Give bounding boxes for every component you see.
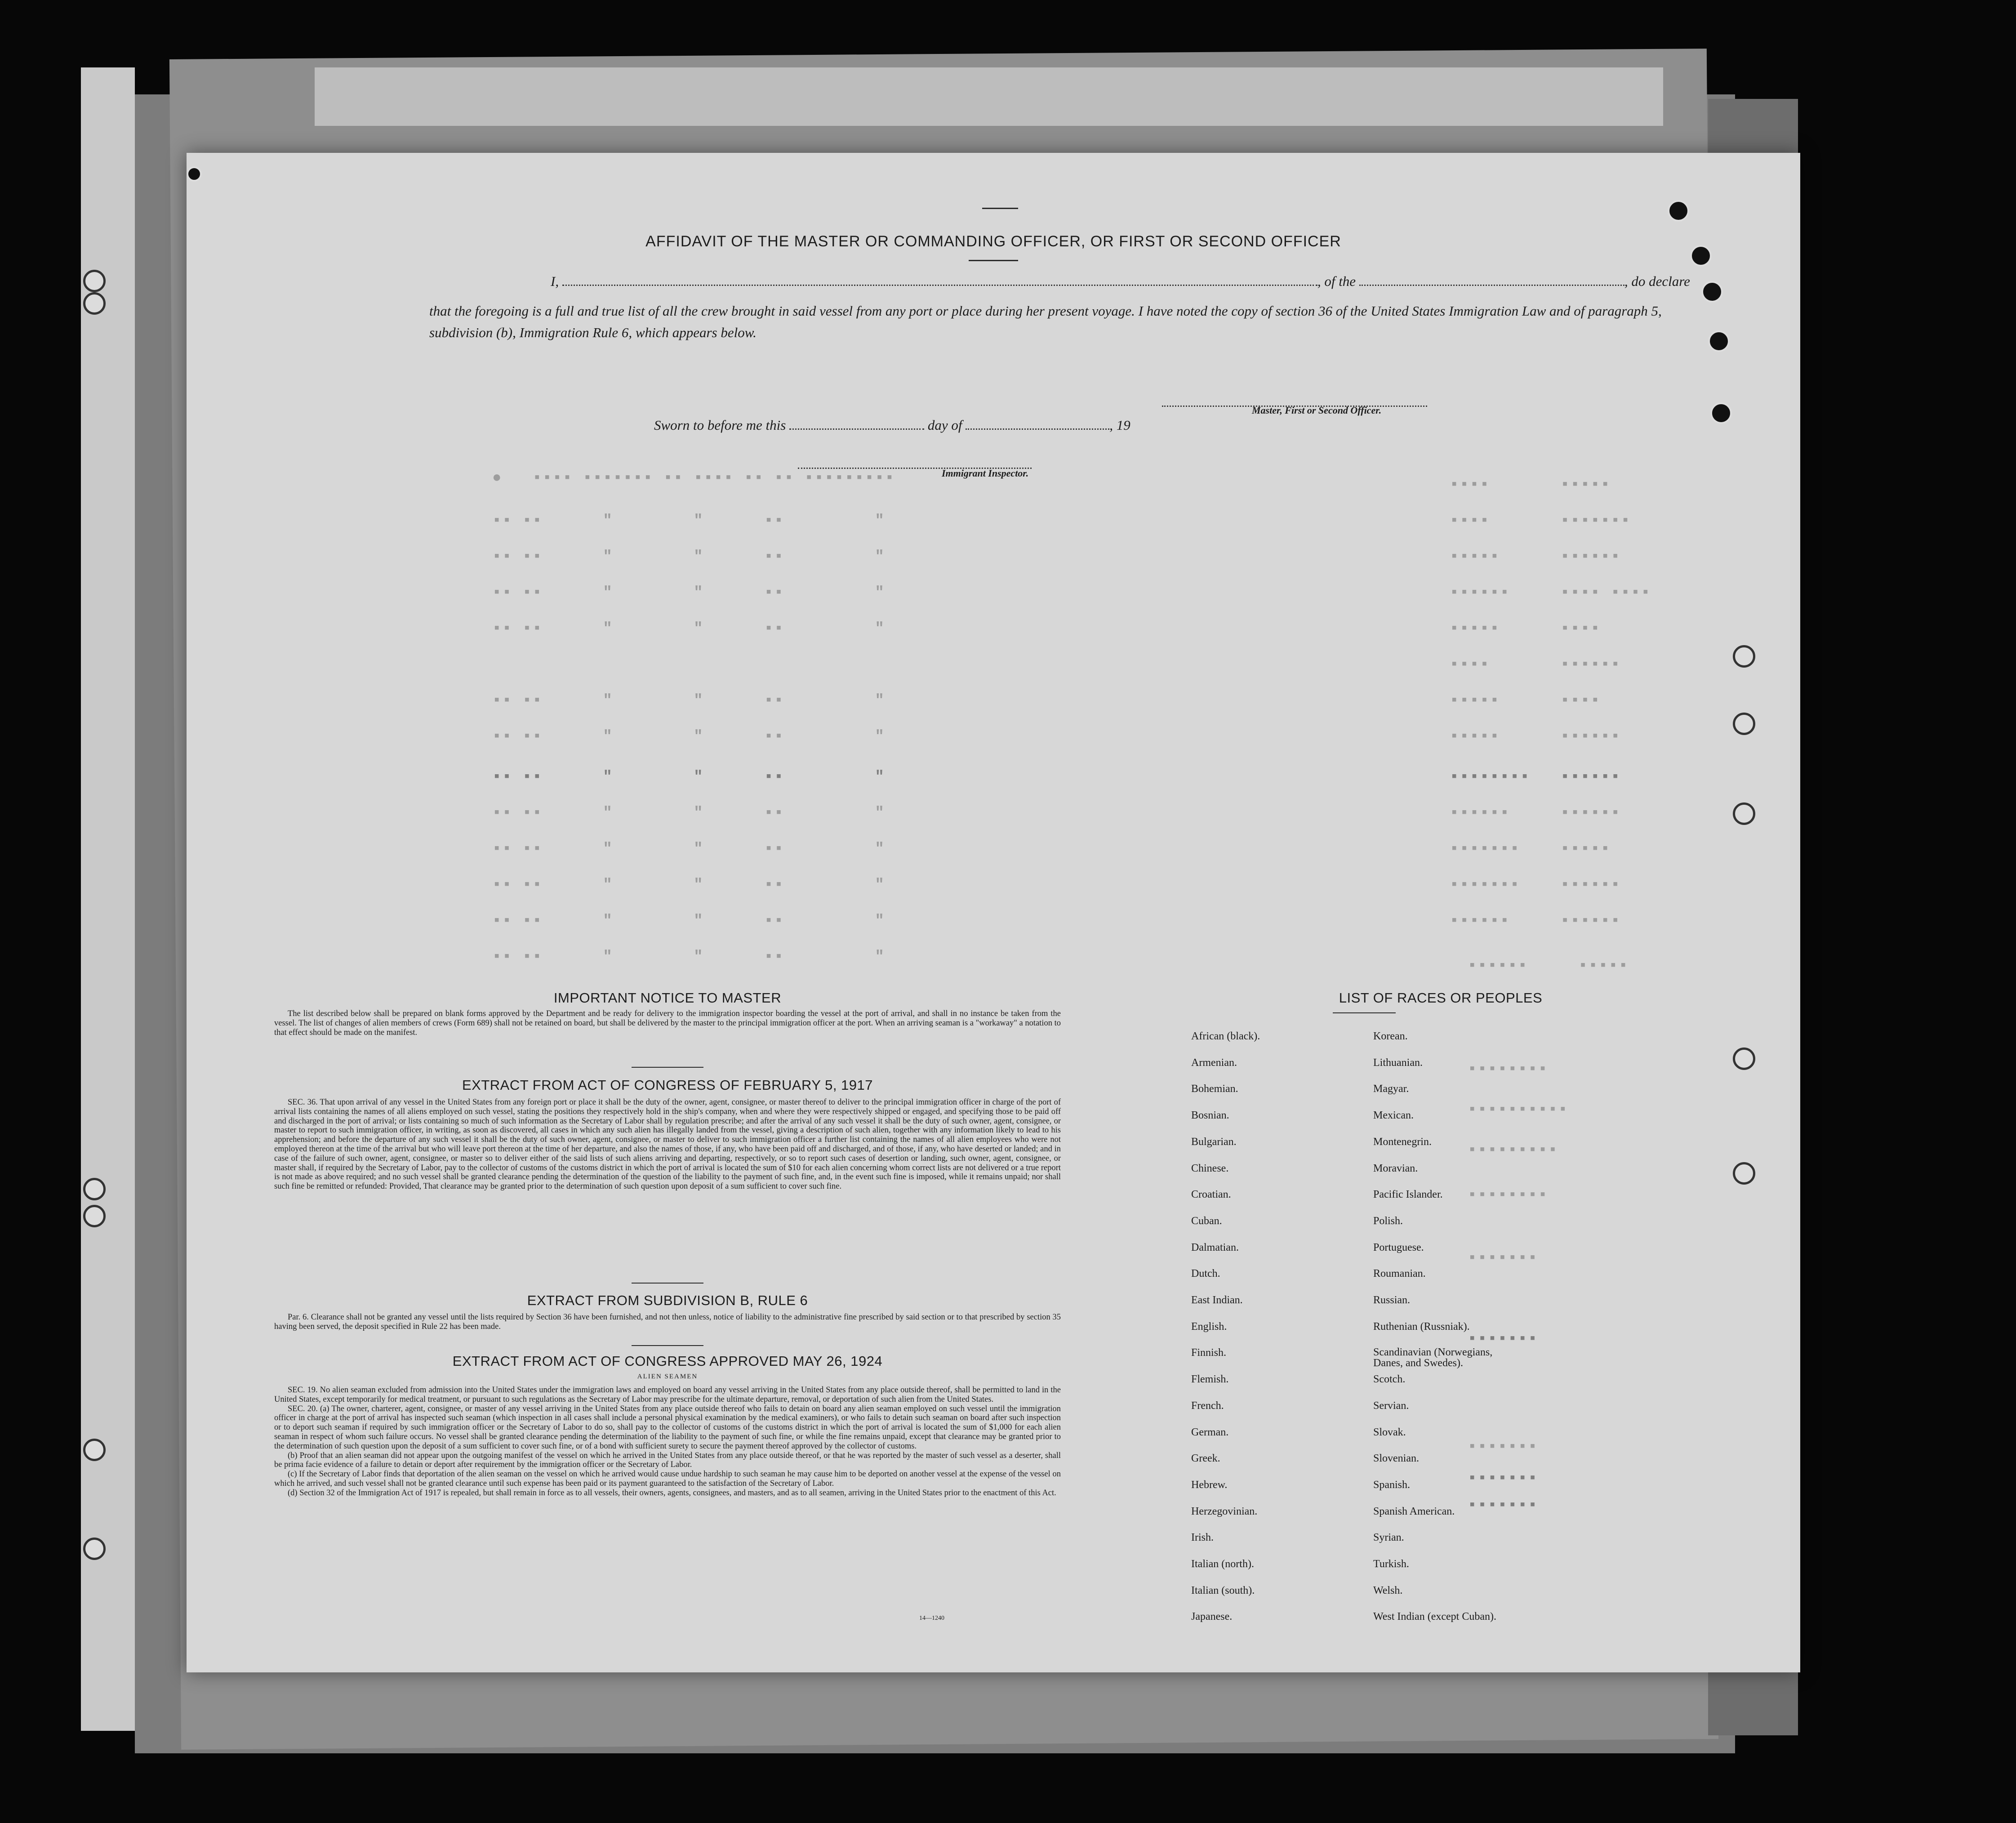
- race-item: German.: [1191, 1426, 1229, 1438]
- bleed-through-mark: ▪▪ ▪▪ " " ▪▪ ": [492, 548, 885, 566]
- sworn-month-field[interactable]: [966, 419, 1109, 430]
- race-item: Bosnian.: [1191, 1110, 1229, 1122]
- section-20b: (b) Proof that an alien seaman did not appear upon the outgoing manifest of the vessel on which he arrived in the United States from any place outside thereof, or that he was reported by the master of such vessel as a deserter, shall be prima facie evidence of a failure to detain or deport after requirement by the immigration officer or the Secretary of Labor.: [274, 1451, 1061, 1470]
- section-rule: [632, 1283, 703, 1284]
- races-heading: LIST OF RACES OR PEOPLES: [1339, 990, 1543, 1006]
- race-item: Polish.: [1373, 1215, 1403, 1227]
- act-1917-heading: EXTRACT FROM ACT OF CONGRESS OF FEBRUARY 5, 1917: [462, 1077, 873, 1093]
- race-item: Montenegrin.: [1373, 1136, 1432, 1148]
- act-1924-text: [274, 1386, 1061, 1498]
- binder-hole: [83, 1205, 106, 1227]
- binder-hole: [83, 1178, 106, 1200]
- bleed-through-mark: ▪▪▪▪▪▪ ▪▪▪▪▪: [1468, 958, 1629, 975]
- race-item: Italian (south).: [1191, 1584, 1255, 1596]
- bleed-through-mark: ▪▪ ▪▪ " " ▪▪ ": [492, 877, 885, 894]
- bleed-through-mark: ▪▪ ▪▪ " " ▪▪ ": [492, 841, 885, 858]
- i-label: I,: [551, 273, 559, 289]
- bleed-through-mark: ▪▪▪▪ ▪▪▪▪▪▪: [1450, 656, 1621, 673]
- section-rule: [632, 1067, 703, 1068]
- race-item: Moravian.: [1373, 1162, 1418, 1174]
- race-item: Scotch.: [1373, 1373, 1406, 1386]
- form-number: 14—1240: [919, 1615, 944, 1622]
- section-20a: SEC. 20. (a) The owner, charterer, agent, consignee, or master of any vessel arriving in the United States from any place outside thereof who fails to detain on board any alien seaman employed on such vessel until the immigration officer in charge at the port of arrival has inspected such seaman (which inspection in all cases shall include a personal physical examination by the medical examiners), or who fails to detain such seaman on board after such inspection or to deport such seaman if required by such immigration officer or the Secretary of Labor to do so, shall pay to the collector of customs of the customs district in which the port of arrival is located the sum of $1,000 for each alien seaman in respect of whom such failure occurs. No vessel shall be granted clearance pending the determination of the liability to the payment of such fine, or while the fine remains unpaid, except that clearance may be granted prior to the determination of such question upon the deposit of a sum sufficient to cover such fine, or of a bond with sufficient surety to secure the payment thereof approved by the collector of customs.: [274, 1404, 1061, 1451]
- race-item: African (black).: [1191, 1030, 1260, 1042]
- race-item: Bohemian.: [1191, 1083, 1238, 1095]
- vessel-name-field[interactable]: [1359, 275, 1624, 286]
- race-item: Spanish American.: [1373, 1505, 1455, 1517]
- bleed-through-mark: ▪▪▪▪▪▪▪▪▪▪: [1468, 1101, 1569, 1119]
- inspector-label: Immigrant Inspector.: [942, 468, 1029, 479]
- race-item: West Indian (except Cuban).: [1373, 1611, 1496, 1623]
- bleed-through-mark: ▪▪▪▪▪▪ ▪▪▪▪ ▪▪▪▪: [1450, 584, 1651, 602]
- bleed-through-mark: ▪▪▪▪▪▪▪: [1468, 1439, 1538, 1456]
- bleed-through-mark: ▪▪▪▪▪ ▪▪▪▪: [1450, 692, 1601, 709]
- rule-6-heading: EXTRACT FROM SUBDIVISION B, RULE 6: [527, 1293, 808, 1308]
- do-declare-label: , do declare: [1624, 273, 1690, 289]
- race-item: Cuban.: [1191, 1215, 1222, 1227]
- bleed-through-mark: ▪▪ ▪▪ " " ▪▪ ": [492, 913, 885, 930]
- race-item: Lithuanian.: [1373, 1056, 1423, 1069]
- notice-text: The list described below shall be prepared on blank forms approved by the Department and be ready for delivery to the immigration inspector boarding the vessel at the port of arrival, and shall in no instance be taken from the vessel. The list of changes of alien members of crews (Form 689) shall not be retained on board, but shall be delivered by the master to the principal immigration officer at the port. When an arriving seaman is a "workaway" a notation to that effect should be made on the manifest.: [274, 1009, 1061, 1037]
- section-20c: (c) If the Secretary of Labor finds that deportation of the alien seaman on the vessel on which he arrived would cause undue hardship to such seaman he may cause him to be deported on another vessel at the expense of the vessel on which he arrived, and such vessel shall not be granted clearance until such expense has been paid or its payment guaranteed to the satisfaction of the Secretary of Labor.: [274, 1470, 1061, 1488]
- master-label: Master, First or Second Officer.: [1252, 405, 1382, 416]
- bleed-through-mark: ▪▪▪▪▪▪▪: [1468, 1497, 1538, 1514]
- punch-hole: [1733, 1047, 1755, 1070]
- year-prefix: , 19: [1109, 417, 1130, 433]
- bleed-through-mark: ▪▪▪▪▪▪ ▪▪▪▪▪▪: [1450, 805, 1621, 822]
- bleed-through-mark: ▪▪▪▪ ▪▪▪▪▪▪▪: [1450, 513, 1631, 530]
- punch-hole: [187, 166, 202, 182]
- bleed-through-mark: ▪▪ ▪▪ " " ▪▪ ": [492, 949, 885, 966]
- race-item: Portuguese.: [1373, 1241, 1424, 1253]
- affidavit-title: AFFIDAVIT OF THE MASTER OR COMMANDING OFFICER, OR FIRST OR SECOND OFFICER: [645, 233, 1341, 250]
- of-the-label: , of the: [1317, 273, 1356, 289]
- bleed-through-mark: ▪▪ ▪▪ " " ▪▪ ": [492, 513, 885, 530]
- title-rule: [969, 260, 1018, 261]
- races-rule: [1333, 1012, 1396, 1013]
- punch-hole: [1708, 330, 1730, 352]
- race-item: Armenian.: [1191, 1056, 1237, 1069]
- declaration-line: [551, 273, 1690, 290]
- affidavit-body: that the foregoing is a full and true list of all the crew brought in said vessel from any port or place during her present voyage. I have noted the copy of section 36 of the United States Immigration Law and of paragraph 5, subdivision (b), Immigration Rule 6, which appears below.: [429, 303, 1662, 340]
- bleed-through-mark: ▪▪▪▪▪ ▪▪▪▪▪▪: [1450, 728, 1621, 745]
- rule-6-text: Par. 6. Clearance shall not be granted any vessel until the lists required by Section 36 have been furnished, and not then unless, notice of liability to the administrative fine prescribed by said section or to that prescribed by section 35 having been served, the deposit specified in Rule 22 has been made.: [274, 1313, 1061, 1331]
- race-item: Roumanian.: [1373, 1268, 1426, 1280]
- race-item: Turkish.: [1373, 1558, 1409, 1570]
- bleed-through-mark: ▪▪▪▪▪▪▪▪ ▪▪▪▪▪▪: [1450, 769, 1621, 786]
- race-item: Finnish.: [1191, 1347, 1227, 1359]
- bleed-through-mark: ● ▪▪▪▪ ▪▪▪▪▪▪▪ ▪▪ ▪▪▪▪ ▪▪ ▪▪ ▪▪▪▪▪▪▪▪▪: [492, 470, 895, 487]
- race-item: Croatian.: [1191, 1189, 1231, 1201]
- race-item: Servian.: [1373, 1400, 1409, 1412]
- race-item: Greek.: [1191, 1453, 1220, 1465]
- bleed-through-mark: ▪▪ ▪▪ " " ▪▪ ": [492, 769, 885, 786]
- race-item: Dalmatian.: [1191, 1241, 1239, 1253]
- bleed-through-mark: ▪▪▪▪▪▪▪ ▪▪▪▪▪▪: [1450, 877, 1621, 894]
- race-item: Slovenian.: [1373, 1453, 1419, 1465]
- act-1924-heading: EXTRACT FROM ACT OF CONGRESS APPROVED MAY 26, 1924: [452, 1353, 883, 1369]
- bleed-through-mark: ▪▪ ▪▪ " " ▪▪ ": [492, 805, 885, 822]
- bleed-through-mark: ▪▪▪▪▪▪▪: [1468, 1331, 1538, 1348]
- race-item: Irish.: [1191, 1532, 1214, 1544]
- section-20d: (d) Section 32 of the Immigration Act of 1917 is repealed, but shall remain in force as to all vessels, their owners, agents, consignees, and masters, and as to all seamen, arriving in the United States prior to the enactment of this Act.: [288, 1488, 1056, 1498]
- bleed-through-mark: ▪▪▪▪▪▪▪: [1468, 1470, 1538, 1487]
- punch-hole: [1733, 802, 1755, 825]
- bleed-through-mark: ▪▪ ▪▪ " " ▪▪ ": [492, 584, 885, 602]
- bleed-through-mark: ▪▪▪▪▪▪▪▪: [1468, 1061, 1549, 1078]
- race-item: Dutch.: [1191, 1268, 1220, 1280]
- sworn-label: Sworn to before me this: [654, 417, 786, 433]
- race-item: French.: [1191, 1400, 1224, 1412]
- binder-hole: [83, 1439, 106, 1461]
- bleed-through-mark: ▪▪▪▪ ▪▪▪▪▪: [1450, 477, 1611, 494]
- notice-heading: IMPORTANT NOTICE TO MASTER: [553, 990, 782, 1006]
- race-item: Welsh.: [1373, 1584, 1403, 1596]
- bleed-through-mark: ▪▪▪▪▪ ▪▪▪▪: [1450, 620, 1601, 637]
- act-1917-text: SEC. 36. That upon arrival of any vessel in the United States from any foreign port or place it shall be the duty of the owner, agent, consignee, or master thereof to deliver to the principal immigration officer in charge of the port of arrival lists containing the names of all aliens employed on such vessel, stating the positions they respectively hold in the ship's company, when and where they were respectively shipped or engaged, and specifying those to be paid off and discharged in the port of arrival; or lists containing so much of such information as the Secretary of Labor shall by regulation prescribe; and after the arrival of any such vessel it shall be the duty of such owner, agent, consignee, or master to report to such immigration officer, in writing, as soon as discovered, all cases in which any such alien has illegally landed from the vessel, giving a description of such alien, together with any information likely to lead to his apprehension; and before the departure of any such vessel it shall be the duty of such owner, agent, consignee, or master to deliver to such immigration officer a further list containing the names of all alien employees who were not employed thereon at the time of the arrival but who will leave port thereon at the time of her departure, and also the names of those, if any, who have been paid off and discharged, and of those, if any, who have deserted or landed; and in case of the failure of such owner, agent, consignee, or master so to deliver either of the said lists of such aliens arriving and departing, respectively, or so to report such cases of desertion or landing, such owner, agent, consignee, or master shall, if required by the Secretary of Labor, pay to the collector of customs of the customs district in which the port of arrival is located the sum of $10 for each alien concerning whom correct lists are not delivered or a true report is not made as above required; and no such vessel shall be granted clearance pending the determination of the question of the liability to the payment of such fine, and, in the event such fine is imposed, while it remains unpaid; nor shall such fine be remitted or refunded: Provided, That clearance may be granted prior to the determination of such question upon deposit of a sum sufficient to cover such fine.: [274, 1098, 1061, 1191]
- document-sheet: [187, 153, 1800, 1672]
- race-item: Mexican.: [1373, 1110, 1414, 1122]
- day-of-label: day of: [927, 417, 962, 433]
- race-item: Korean.: [1373, 1030, 1408, 1042]
- bleed-through-mark: ▪▪▪▪▪▪▪: [1468, 1250, 1538, 1267]
- race-item: Italian (north).: [1191, 1558, 1254, 1570]
- left-edge-paper: [81, 67, 135, 1731]
- master-name-field[interactable]: [562, 275, 1317, 286]
- bleed-through-mark: ▪▪ ▪▪ " " ▪▪ ": [492, 692, 885, 709]
- bleed-through-mark: ▪▪▪▪▪ ▪▪▪▪▪▪: [1450, 548, 1621, 566]
- race-item: Ruthenian (Russniak).: [1373, 1320, 1470, 1333]
- race-item: Bulgarian.: [1191, 1136, 1237, 1148]
- race-item: Japanese.: [1191, 1611, 1233, 1623]
- race-item: Herzegovinian.: [1191, 1505, 1258, 1517]
- punch-hole: [1701, 281, 1723, 303]
- bleed-through-mark: ▪▪ ▪▪ " " ▪▪ ": [492, 728, 885, 745]
- punch-hole: [1710, 402, 1732, 424]
- top-rule: [982, 208, 1018, 209]
- sworn-line: [654, 417, 1130, 433]
- race-item: Magyar.: [1373, 1083, 1409, 1095]
- race-item: Russian.: [1373, 1294, 1411, 1306]
- bleed-through-mark: ▪▪▪▪▪▪ ▪▪▪▪▪▪: [1450, 913, 1621, 930]
- section-19: SEC. 19. No alien seaman excluded from admission into the United States under the immigration laws and employed on board any vessel arriving in the United States from any place outside thereof, shall be permitted to land in the United States, except temporarily for medical treatment, or pursuant to such regulations as the Secretary of Labor may prescribe for the ultimate departure, removal, or deportation of such alien from the United States.: [274, 1386, 1061, 1404]
- race-item: Chinese.: [1191, 1162, 1229, 1174]
- top-edge-paper: [315, 67, 1663, 126]
- race-item: Hebrew.: [1191, 1479, 1228, 1491]
- bleed-through-mark: ▪▪▪▪▪▪▪▪▪: [1468, 1142, 1558, 1159]
- race-item: Scandinavian (Norwegians, Danes, and Swedes).: [1373, 1346, 1493, 1369]
- race-item: Slovak.: [1373, 1426, 1406, 1438]
- bleed-through-mark: ▪▪ ▪▪ " " ▪▪ ": [492, 620, 885, 637]
- punch-hole: [1733, 1162, 1755, 1185]
- binder-hole: [83, 270, 106, 292]
- race-item: Pacific Islander.: [1373, 1189, 1443, 1201]
- punch-hole: [1733, 645, 1755, 668]
- punch-hole: [1668, 200, 1689, 222]
- race-item: Spanish.: [1373, 1479, 1411, 1491]
- sworn-day-field[interactable]: [789, 419, 924, 430]
- race-item: Syrian.: [1373, 1532, 1404, 1544]
- section-rule: [632, 1345, 703, 1346]
- bleed-through-mark: ▪▪▪▪▪▪▪ ▪▪▪▪▪: [1450, 841, 1611, 858]
- alien-seamen-subheading: ALIEN SEAMEN: [637, 1373, 698, 1380]
- binder-hole: [83, 292, 106, 315]
- bleed-through-mark: ▪▪▪▪▪▪▪▪: [1468, 1187, 1549, 1204]
- race-item: Flemish.: [1191, 1373, 1229, 1386]
- punch-hole: [1733, 713, 1755, 735]
- race-item: English.: [1191, 1320, 1227, 1333]
- race-item: East Indian.: [1191, 1294, 1243, 1306]
- binder-hole: [83, 1538, 106, 1560]
